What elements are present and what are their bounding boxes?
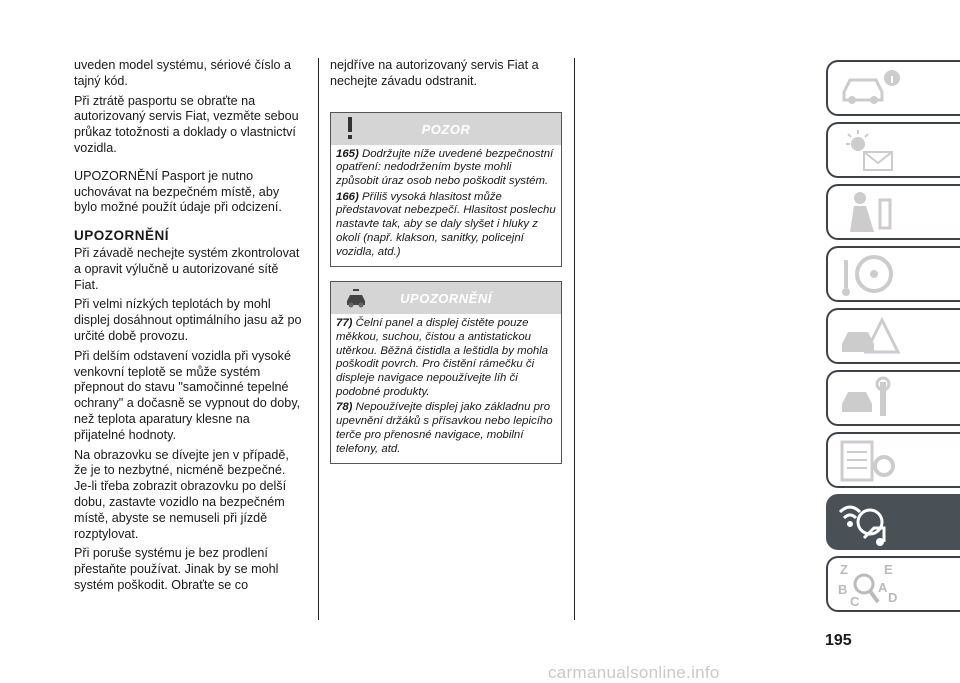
- note-number: 77): [336, 317, 353, 330]
- page-number: 195: [825, 632, 852, 649]
- specs-icon: [834, 436, 904, 486]
- seat-safety-icon: [834, 188, 904, 238]
- tab-steering[interactable]: [826, 246, 960, 302]
- index-icon: [834, 560, 904, 610]
- paragraph: uveden model systému, sériové číslo a tajný kód.: [74, 58, 291, 88]
- steering-wheel-icon: [834, 250, 904, 300]
- paragraph: Při velmi nízkých teplotách by mohl displej dosáhnout optimálního jasu až po určité době provozu.: [74, 297, 302, 343]
- index-letter: E: [884, 562, 893, 577]
- maintenance-icon: [834, 374, 904, 424]
- index-letter: C: [850, 594, 860, 609]
- note-text: Nepoužívejte displej jako základnu pro upevnění držáků s přísavkou nebo lepicího terče pro přenosné navigace, mobilní telefony, atd.: [336, 401, 553, 455]
- caution-box: [330, 112, 562, 268]
- notice-box: [330, 281, 562, 464]
- column-divider: [574, 58, 575, 620]
- notice-title: UPOZORNĚNÍ: [400, 291, 492, 307]
- paragraph: Při poruše systému je bez prodlení přestaňte používat. Jinak by se mohl systém poškodit. Obraťte se co: [74, 546, 279, 592]
- index-letter: D: [888, 590, 898, 605]
- paragraph: Při závadě nechejte systém zkontrolovat a opravit výlučně u autorizované sítě Fiat.: [74, 245, 300, 292]
- caution-body: [331, 145, 561, 267]
- note-text: Dodržujte níže uvedené bezpečnostní opatření: nedodržením byste mohli způsobit úraz osob nebo poškodit systém.: [336, 147, 554, 187]
- index-letter: Z: [840, 562, 848, 577]
- tab-seat-safety[interactable]: [826, 184, 960, 240]
- tab-index[interactable]: [826, 556, 960, 612]
- car-info-icon: [834, 64, 904, 114]
- tab-multimedia[interactable]: [826, 494, 960, 550]
- emergency-icon: [834, 312, 904, 362]
- paragraph: Při ztrátě pasportu se obraťte na autorizovaný servis Fiat, vezměte sebou průkaz totožnosti a doklady o vlastnictví vozidla.: [74, 93, 299, 155]
- note-number: 166): [336, 190, 359, 203]
- index-letter: A: [878, 580, 888, 595]
- note-number: 165): [336, 147, 359, 160]
- tab-warning-lights[interactable]: [826, 122, 960, 178]
- paragraph: Při delším odstavení vozidla při vysoké venkovní teplotě se může systém přepnout do stavu "samočinné tepelné ochrany" a dočasně se vypnout do doby, než teplota aparatury klesne na přijatelné hodnoty.: [74, 348, 301, 442]
- note-text: Příliš vysoká hlasitost může představovat nebezpečí. Hlasitost poslechu nastavte tak, aby se daly slyšet i hluky z okolí (např. klakson, sanitky, policejní vozidla, atd.): [336, 190, 556, 258]
- tab-car-info[interactable]: [826, 60, 960, 116]
- tab-maintenance[interactable]: [826, 370, 960, 426]
- note-number: 78): [336, 401, 353, 414]
- caution-box-header: [331, 113, 561, 145]
- multimedia-icon: [834, 498, 904, 548]
- note-text: Čelní panel a displej čistěte pouze měkkou, suchou, čistou a antistatickou utěrkou. Běžná čistidla a leštidla by mohla poškodit povrch. Pro čistění rámečku či displeje navigace nepoužívejte líh či podobné produkty.: [336, 317, 549, 398]
- notice-body: [331, 314, 561, 463]
- paragraph: nejdříve na autorizovaný servis Fiat a nechejte závadu odstranit.: [330, 58, 539, 88]
- right-column: [330, 58, 562, 464]
- caution-title: POZOR: [421, 121, 471, 137]
- notice-box-header: [331, 282, 561, 314]
- index-letter: B: [838, 582, 848, 597]
- tab-emergency[interactable]: [826, 308, 960, 364]
- paragraph: UPOZORNĚNÍ Pasport je nutno uchovávat na bezpečném místě, aby bylo možné použít údaje při odcizení.: [74, 168, 282, 215]
- left-column: [74, 58, 302, 598]
- column-divider: [318, 58, 319, 620]
- section-heading: UPOZORNĚNÍ: [74, 228, 170, 244]
- warning-lights-icon: [834, 126, 904, 176]
- paragraph: Na obrazovku se dívejte jen v případě, že je to nezbytné, nicméně bezpečné. Je-li třeba zobrazit obrazovku po delší dobu, zastavte vozidlo na bezpečném místě, abyste se nemuseli při jízdě rozptylovat.: [74, 447, 289, 541]
- tab-specs[interactable]: [826, 432, 960, 488]
- watermark: carmanualsonline.info: [548, 663, 720, 682]
